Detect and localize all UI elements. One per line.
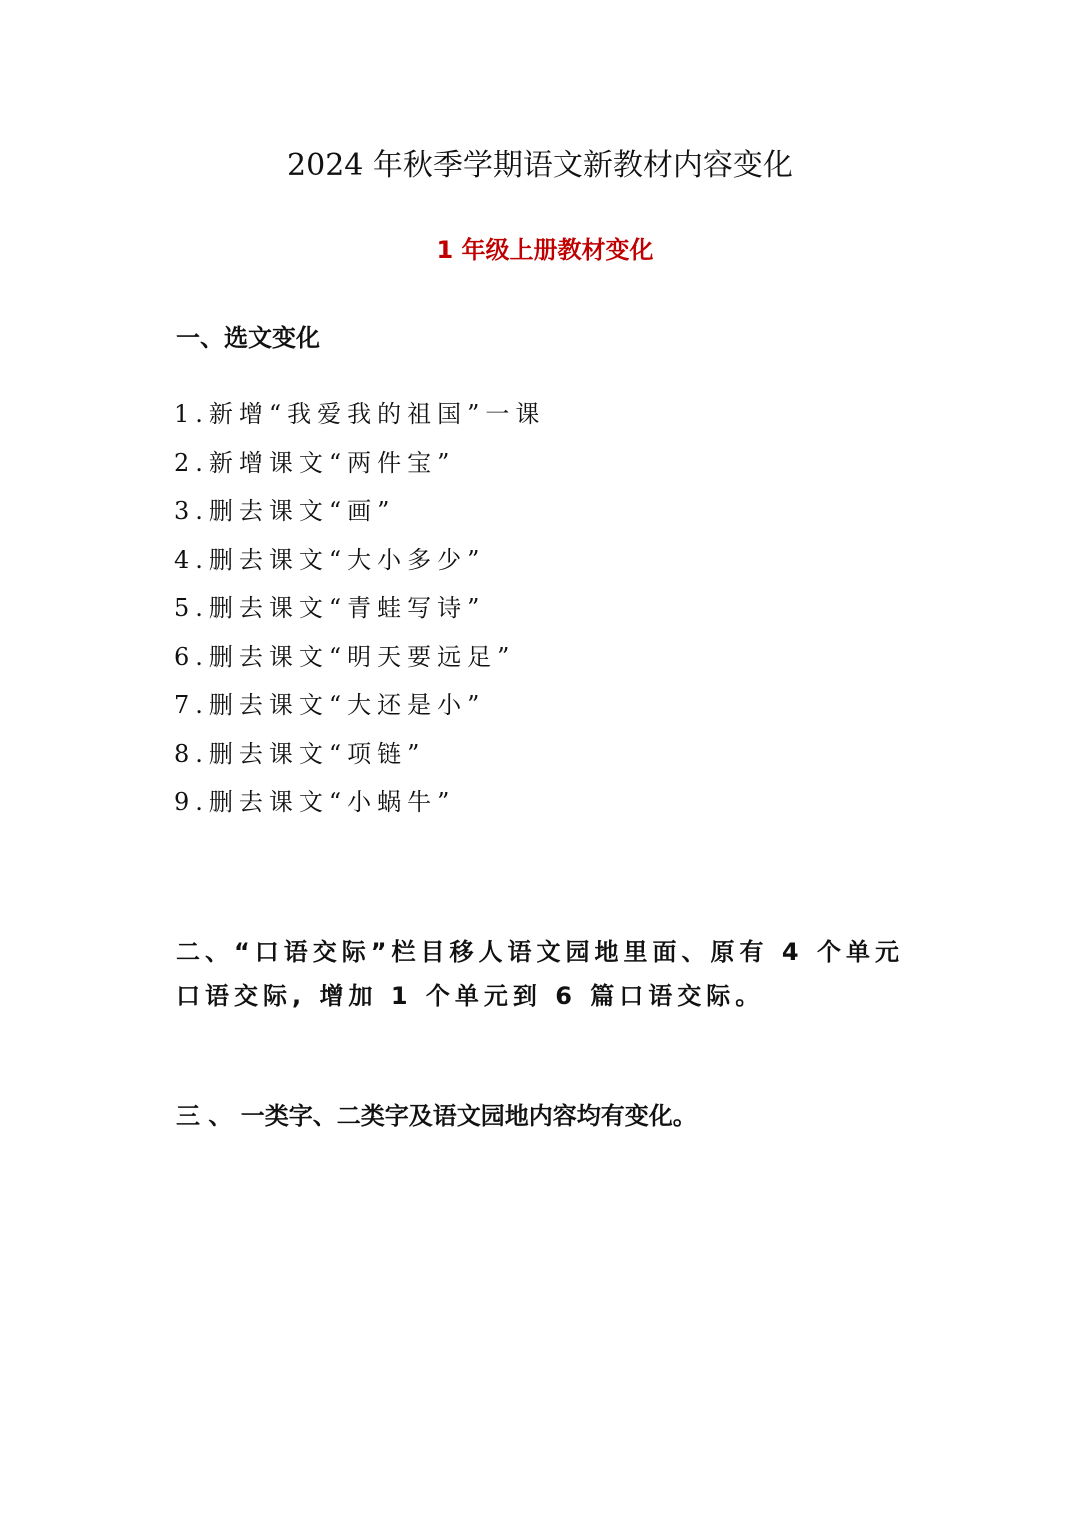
list-item: 6.删去课文“明天要远足” <box>174 642 516 671</box>
list-item: 7.删去课文“大还是小” <box>174 691 486 719</box>
list-item: 2.新增课文“两件宝” <box>174 448 456 477</box>
list-item: 9.删去课文“小蜗牛” <box>174 788 456 816</box>
text-changes-list <box>174 396 545 833</box>
list-item: 5.删去课文“青蛙写诗” <box>174 594 486 622</box>
list-item: 1.新增“我爱我的祖国”一课 <box>174 400 546 428</box>
grade-subtitle: 1 年级上册教材变化 <box>436 236 654 264</box>
character-changes-paragraph: 三 、 一类字、二类字及语文园地内容均有变化。 <box>176 1102 697 1130</box>
section-heading-text-changes: 一、选文变化 <box>176 324 320 352</box>
list-item: 4.删去课文“大小多少” <box>174 545 486 574</box>
oral-communication-paragraph: 二、“口语交际”栏目移人语文园地里面、原有 4 个单元口语交际, 增加 1 个单元到 6 篇口语交际。 <box>176 938 904 1010</box>
list-item: 3.删去课文“画” <box>174 497 396 525</box>
list-item: 8.删去课文“项链” <box>174 739 426 768</box>
document-title: 2024 年秋季学期语文新教材内容变化 <box>287 148 793 183</box>
